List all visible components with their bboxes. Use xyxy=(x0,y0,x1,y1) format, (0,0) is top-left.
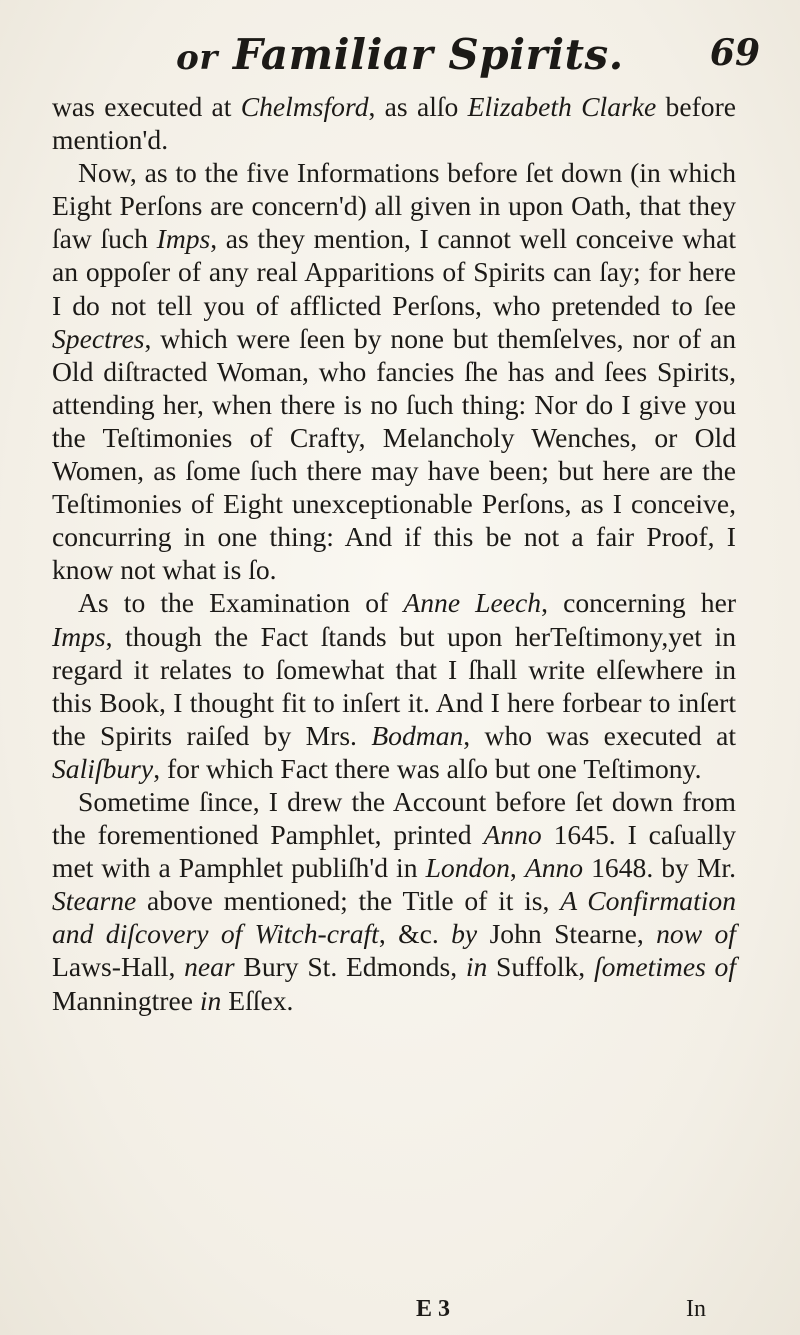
page-footer xyxy=(0,1296,800,1330)
text-run: John Stearne, xyxy=(477,918,657,950)
italic-text: Anno xyxy=(524,852,584,884)
text-run: 1648. by Mr. xyxy=(583,852,736,884)
text-run: , &c. xyxy=(378,918,452,950)
italic-text: Chelmsford xyxy=(240,91,369,122)
text-run: , which were ſeen by none but themſelves, nor of an Old diſtracted Woman, who fancies ſhe has and ſees Spirits, attending her, when there is no ſuch thing: Nor do I give you the Teſtimonies of Crafty, Melancholy Wenches, or Old Women, as ſome ſuch there may have been; but here are the Teſtimonies of Eight unexceptionable Perſons, as I conceive, concurring in one thing: And if this be not a fair Proof, I know not what is ſo. xyxy=(52,322,736,586)
text-run: Suffolk, xyxy=(487,951,594,983)
italic-text: Spectres xyxy=(52,322,145,354)
italic-text: by xyxy=(451,918,478,950)
page-number: 69 xyxy=(709,32,760,74)
text-run: Laws-Hall, xyxy=(52,951,185,983)
italic-text: Anne Leech xyxy=(403,587,542,619)
italic-text: Stearne xyxy=(52,885,137,917)
italic-text: Imps xyxy=(156,223,211,255)
italic-text: Anno xyxy=(483,819,542,851)
catchword: In xyxy=(686,1296,706,1322)
text-run: , xyxy=(509,852,525,884)
text-run: 1645. I caſually met with a Pamphlet publiſh'd in xyxy=(52,819,736,884)
italic-text: A Confirmation and diſcovery of Witch-craft xyxy=(52,885,737,950)
running-head-prefix: or xyxy=(176,38,218,78)
text-run: Eſſex. xyxy=(221,984,294,1016)
italic-text: Saliſbury xyxy=(52,752,154,784)
running-head-title: Familiar Spirits. xyxy=(232,30,624,79)
text-run: was executed at xyxy=(52,91,241,122)
body-text xyxy=(52,90,736,1017)
italic-text: London xyxy=(425,852,510,884)
text-run: , as alſo xyxy=(368,91,468,122)
paragraph-pamphlet xyxy=(52,785,736,1017)
text-run: , for which Fact there was alſo but one Teſtimony. xyxy=(153,752,702,784)
text-run: Sometime ſince, I drew the Account before ſet down from the forementioned Pamphlet, printed xyxy=(52,785,736,851)
text-run: above mentioned; the Title of it is, xyxy=(136,885,561,917)
text-run: Bury St. Edmonds, xyxy=(234,951,466,983)
page-header xyxy=(40,22,760,82)
text-run: , who was executed at xyxy=(463,719,736,751)
italic-text: in xyxy=(199,984,222,1016)
text-run: , concerning her xyxy=(541,587,737,619)
text-run: As to the Examination of xyxy=(78,587,404,619)
text-run: Now, as to the five Informations before ſet down (in which Eight Perſons are concern'd) all given in upon Oath, that they ſaw ſuch xyxy=(52,157,736,255)
signature-mark: E 3 xyxy=(416,1296,451,1322)
text-run: Manningtree xyxy=(52,984,200,1016)
paragraph-continuation xyxy=(52,90,736,156)
text-run: , though the Fact ſtands but upon herTeſtimony,yet in regard it relates to ſomewhat that I ſhall write elſewhere in this Book, I thought fit to inſert it. And I here forbear to inſert the Spirits raiſed by Mrs. xyxy=(52,620,736,751)
italic-text: Bodman xyxy=(371,719,464,751)
paragraph-anne-leech xyxy=(52,586,736,785)
text-run: , as they mention, I cannot well conceive what an oppoſer of any real Apparitions of Spirits can ſay; for here I do not tell you of afflicted Perſons, who pretended to ſee xyxy=(52,223,736,321)
paragraph-informations xyxy=(52,156,736,586)
italic-text: ſometimes of xyxy=(593,951,737,983)
italic-text: now of xyxy=(656,918,736,950)
italic-text: near xyxy=(184,951,235,983)
italic-text: Imps xyxy=(52,620,106,652)
running-head xyxy=(40,30,760,79)
italic-text: Elizabeth Clarke xyxy=(467,91,657,122)
italic-text: in xyxy=(465,951,488,983)
text-run: before mention'd. xyxy=(52,91,736,156)
